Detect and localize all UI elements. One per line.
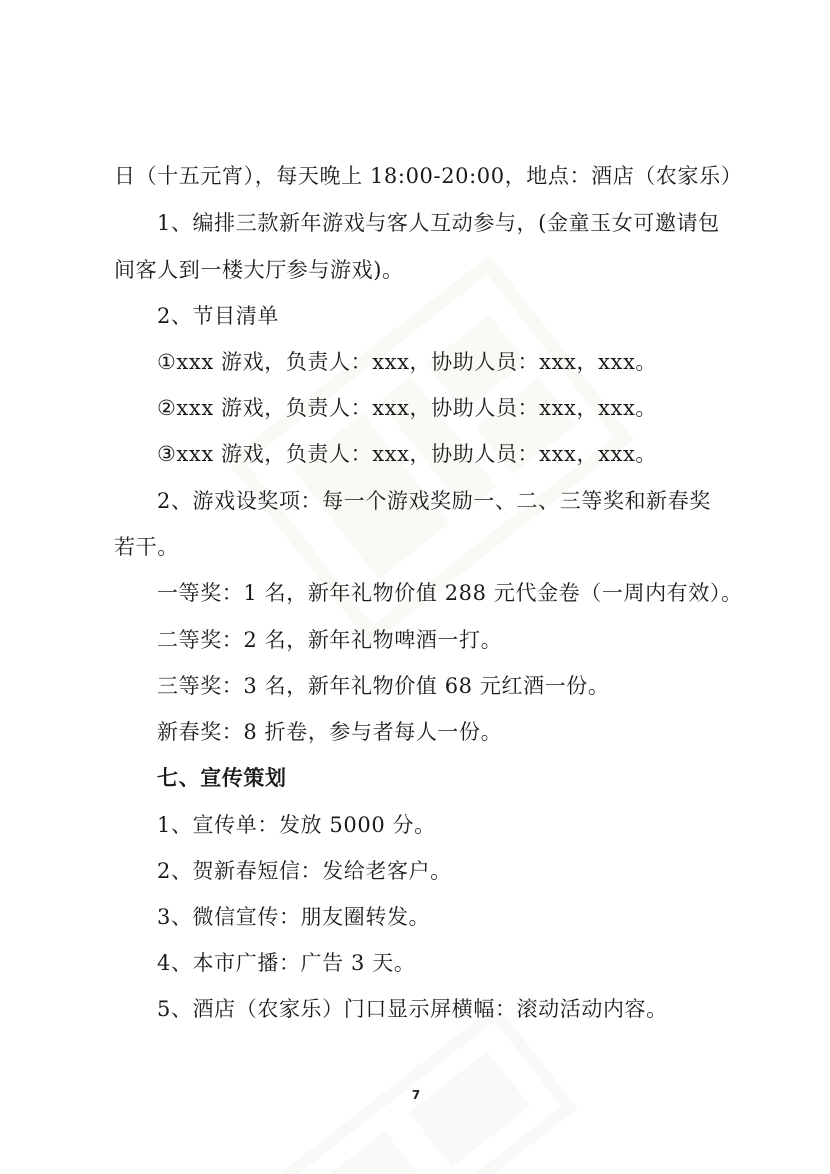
text-line-8: 2、游戏设奖项：每一个游戏奖励一、二、三等奖和新春奖 [157, 489, 711, 513]
section-heading: 七、宣传策划 [157, 766, 287, 790]
prize-second: 二等奖：2 名，新年礼物啤酒一打。 [157, 628, 503, 652]
page-number: 7 [411, 1088, 421, 1102]
text-line-1: 日（十五元宵），每天晚上 18:00-20:00，地点：酒店（农家乐） [114, 164, 743, 188]
promo-item-3: 3、微信宣传：朋友圈转发。 [157, 905, 431, 929]
program-item-3: ③xxx 游戏，负责人：xxx，协助人员：xxx，xxx。 [157, 442, 658, 466]
text-line-4: 2、节目清单 [157, 304, 279, 328]
prize-spring: 新春奖：8 折卷，参与者每人一份。 [157, 720, 503, 744]
promo-item-5: 5、酒店（农家乐）门口显示屏横幅：滚动活动内容。 [157, 997, 668, 1021]
text-line-3: 间客人到一楼大厅参与游戏)。 [114, 258, 404, 282]
promo-item-1: 1、宣传单：发放 5000 分。 [157, 813, 436, 837]
prize-third: 三等奖：3 名，新年礼物价值 68 元红酒一份。 [157, 674, 610, 698]
program-item-2: ②xxx 游戏，负责人：xxx，协助人员：xxx，xxx。 [157, 396, 658, 420]
prize-first: 一等奖：1 名，新年礼物价值 288 元代金卷（一周内有效）。 [157, 581, 743, 605]
promo-item-4: 4、本市广播：广告 3 天。 [157, 951, 416, 975]
promo-item-2: 2、贺新春短信：发给老客户。 [157, 859, 452, 883]
text-line-2: 1、编排三款新年游戏与客人互动参与，(金童玉女可邀请包 [157, 211, 720, 235]
program-item-1: ①xxx 游戏，负责人：xxx，协助人员：xxx，xxx。 [157, 350, 658, 374]
text-line-9: 若干。 [114, 535, 179, 559]
